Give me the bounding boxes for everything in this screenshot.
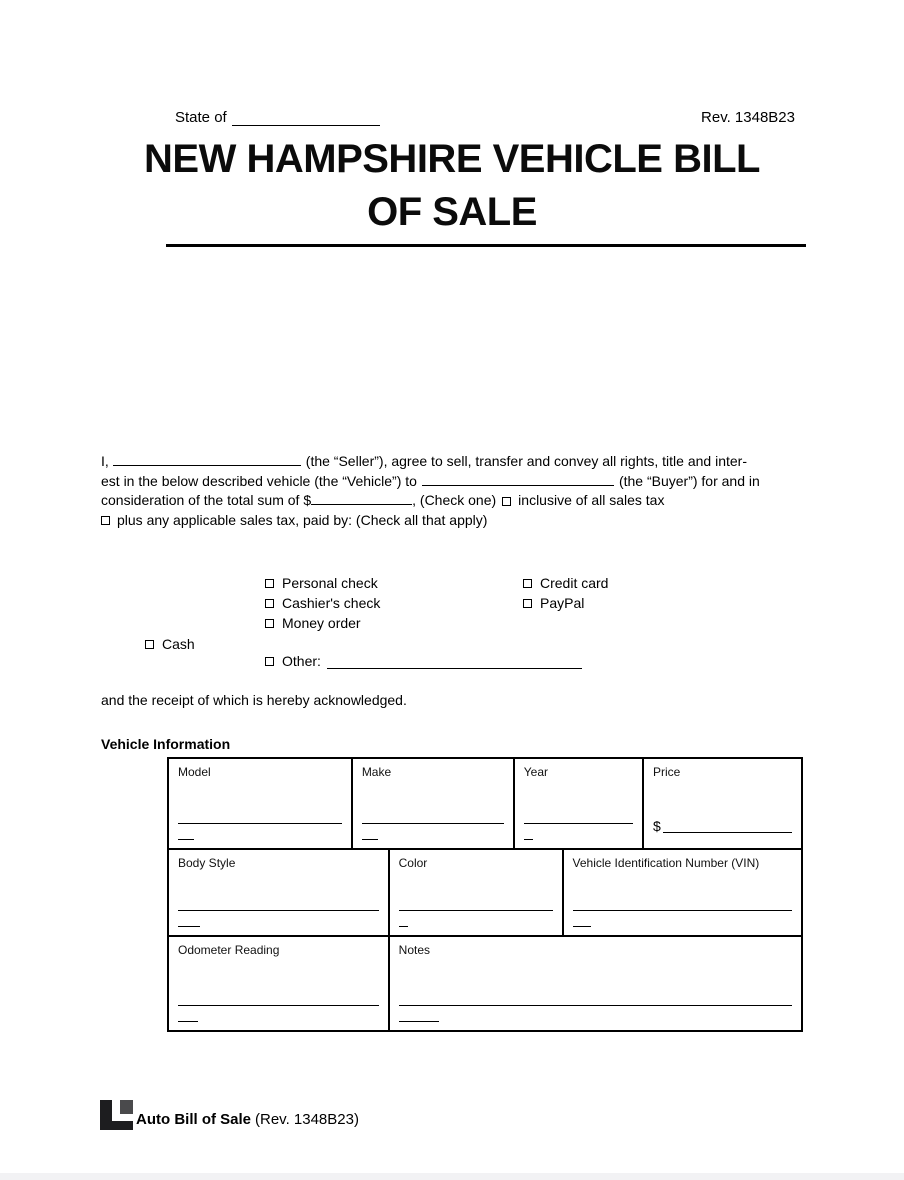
footer-brand — [100, 1100, 359, 1130]
checkbox-money-order[interactable] — [265, 615, 361, 631]
receipt-acknowledgement: and the receipt of which is hereby acknowledged. — [101, 692, 407, 708]
agreement-text: est in the below described vehicle (the “Vehicle”) to — [101, 472, 417, 489]
checkbox-cash[interactable] — [145, 636, 195, 652]
payment-option-label: Cash — [162, 636, 195, 652]
price-cell — [642, 759, 801, 848]
page-bottom-edge — [0, 1173, 904, 1180]
body-style-cell — [169, 850, 388, 935]
odometer-label: Odometer Reading — [178, 943, 280, 957]
price-label: Price — [653, 765, 681, 779]
document-header — [167, 109, 803, 126]
page-title — [134, 133, 770, 239]
payment-option-label: Other: — [282, 653, 321, 669]
checkbox-plus-sales-tax-icon[interactable] — [101, 516, 110, 525]
agreement-line-4 — [101, 511, 807, 531]
checkbox-icon — [265, 579, 274, 588]
checkbox-icon — [265, 619, 274, 628]
inclusive-sales-tax-label: inclusive of all sales tax — [518, 492, 665, 508]
agreement-line-1 — [101, 452, 807, 472]
color-cell — [388, 850, 562, 935]
payment-option-label: Money order — [282, 615, 361, 631]
odometer-cell — [169, 937, 388, 1030]
agreement-paragraph — [101, 452, 807, 530]
vin-cell — [562, 850, 801, 935]
checkbox-icon — [265, 657, 274, 666]
payment-option-label: Credit card — [540, 575, 609, 591]
footer-revision: (Rev. 1348B23) — [255, 1111, 359, 1128]
body-style-blank[interactable] — [178, 910, 379, 927]
model-cell — [169, 759, 351, 848]
checkbox-icon — [523, 599, 532, 608]
vin-label: Vehicle Identification Number (VIN) — [572, 856, 760, 870]
footer-doc-name: Auto Bill of Sale — [136, 1111, 252, 1128]
make-blank[interactable] — [362, 823, 504, 840]
vehicle-information-heading: Vehicle Information — [101, 736, 231, 752]
payment-option-label: Cashier's check — [282, 595, 381, 611]
agreement-text: I, — [101, 453, 109, 469]
agreement-text: , (Check one) — [412, 492, 497, 508]
model-label: Model — [178, 765, 211, 779]
year-label: Year — [523, 765, 549, 779]
page-title-line1: NEW HAMPSHIRE VEHICLE BILL — [144, 137, 760, 181]
checkbox-icon — [523, 579, 532, 588]
payment-option-label: PayPal — [540, 595, 585, 611]
model-blank[interactable] — [178, 823, 342, 840]
footer-text — [136, 1111, 359, 1130]
notes-label: Notes — [398, 943, 431, 957]
price-currency-prefix: $ — [653, 818, 661, 834]
table-row — [169, 848, 801, 935]
agreement-text: consideration of the total sum of $ — [101, 492, 312, 508]
odometer-blank[interactable] — [178, 1005, 379, 1022]
plus-sales-tax-label: plus any applicable sales tax, paid by: (Check all that apply) — [117, 511, 488, 528]
state-of-label: State of — [175, 109, 227, 126]
notes-blank[interactable] — [399, 1005, 792, 1022]
seller-name-blank[interactable] — [113, 453, 301, 466]
state-name-blank[interactable] — [232, 112, 380, 126]
color-label: Color — [398, 856, 428, 870]
price-blank[interactable] — [653, 818, 792, 840]
vin-blank[interactable] — [573, 910, 792, 927]
agreement-text: (the “Buyer”) for and in — [618, 472, 760, 489]
checkbox-other[interactable] — [265, 653, 582, 669]
payment-option-label: Personal check — [282, 575, 378, 591]
checkbox-paypal[interactable] — [523, 595, 584, 611]
total-sum-blank[interactable] — [311, 492, 412, 505]
checkbox-inclusive-sales-tax-icon[interactable] — [502, 497, 511, 506]
body-style-label: Body Style — [178, 856, 236, 870]
title-divider — [166, 244, 806, 247]
notes-cell — [388, 937, 801, 1030]
revision-label: Rev. 1348B23 — [701, 109, 795, 126]
checkbox-icon — [145, 640, 154, 649]
checkbox-personal-check[interactable] — [265, 575, 378, 591]
legaltemplates-logo-icon — [100, 1100, 133, 1130]
table-row — [169, 759, 801, 848]
agreement-line-2 — [101, 472, 807, 492]
make-label: Make — [361, 765, 392, 779]
color-blank[interactable] — [399, 910, 553, 927]
state-of-line — [175, 109, 380, 126]
checkbox-icon — [265, 599, 274, 608]
checkbox-cashiers-check[interactable] — [265, 595, 380, 611]
checkbox-credit-card[interactable] — [523, 575, 608, 591]
year-blank[interactable] — [524, 823, 633, 840]
make-cell — [351, 759, 513, 848]
page-title-line2: OF SALE — [367, 190, 537, 234]
agreement-line-3 — [101, 491, 807, 511]
buyer-name-blank[interactable] — [422, 473, 614, 486]
year-cell — [513, 759, 642, 848]
other-payment-blank[interactable] — [327, 656, 582, 669]
agreement-text: (the “Seller”), agree to sell, transfer and convey all rights, title and inter- — [305, 453, 747, 469]
vehicle-information-table — [167, 757, 803, 1032]
table-row — [169, 935, 801, 1030]
